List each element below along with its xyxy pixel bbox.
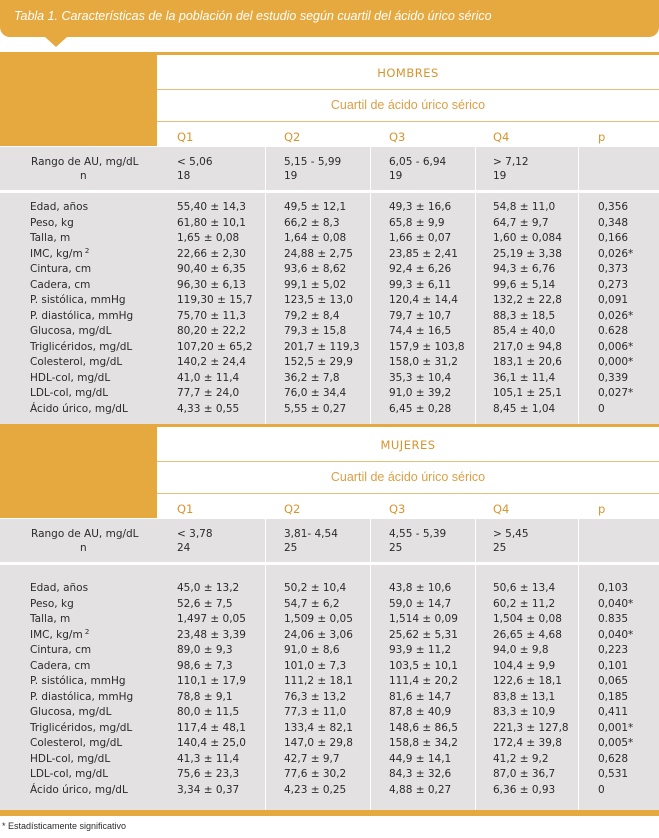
hombres-row-label	[30, 310, 133, 322]
hombres-header-p: p	[598, 130, 606, 144]
table-cell: 77,7 ± 24,0	[177, 387, 240, 399]
table-cell: 91,0 ± 8,6	[284, 644, 340, 656]
table-cell: 0,026*	[598, 309, 634, 322]
mujeres-data-divider	[578, 565, 579, 810]
mujeres-range-divider	[265, 519, 266, 562]
table-cell: 0,628	[598, 752, 629, 765]
table-cell: 4,88 ± 0,27	[389, 783, 452, 796]
mujeres-range-divider	[370, 519, 371, 562]
title-pointer	[45, 37, 67, 47]
table-cell: 42,7 ± 9,7	[284, 752, 340, 765]
hombres-n-q3: 19	[389, 170, 403, 182]
variable-label: Ácido úrico, mg/dL	[30, 783, 128, 796]
table-cell: 0,531	[598, 768, 629, 780]
hombres-header-q4: Q4	[493, 130, 510, 144]
table-cell: 104,4 ± 9,9	[493, 659, 556, 672]
table-cell: 1,514 ± 0,09	[389, 613, 458, 625]
mujeres-header-p: p	[598, 502, 606, 516]
variable-label: Talla, m	[30, 232, 71, 244]
superscript: 2	[82, 246, 90, 255]
hombres-data-divider	[578, 193, 579, 425]
table-cell: 8,45 ± 1,04	[493, 402, 556, 415]
table-cell: 4,33 ± 0,55	[177, 402, 240, 415]
table-cell: 119,30 ± 15,7	[177, 294, 253, 306]
table-cell: 101,0 ± 7,3	[284, 659, 347, 672]
hombres-row-label	[30, 325, 111, 337]
table-cell: 80,0 ± 11,5	[177, 706, 240, 718]
variable-label: Colesterol, mg/dL	[30, 356, 123, 368]
mujeres-row-label	[30, 768, 108, 780]
table-cell: 1,66 ± 0,07	[389, 232, 452, 244]
mujeres-n-q3: 25	[389, 542, 403, 554]
variable-label: Cintura, cm	[30, 644, 92, 656]
table-cell: 64,7 ± 9,7	[493, 216, 549, 229]
title-bar	[0, 0, 659, 37]
hombres-title-sep	[157, 89, 659, 90]
table-cell: 0,103	[598, 582, 629, 594]
table-cell: 26,65 ± 4,68	[493, 628, 562, 641]
table-cell: 59,0 ± 14,7	[389, 597, 452, 610]
variable-label: Edad, años	[30, 201, 89, 213]
table-cell: 147,0 ± 29,8	[284, 737, 353, 749]
variable-label: HDL-col, mg/dL	[30, 371, 111, 384]
mujeres-n-q1: 24	[177, 542, 191, 554]
mujeres-header-block	[0, 424, 157, 518]
table-cell: 157,9 ± 103,8	[389, 340, 465, 353]
table-cell: 66,2 ± 8,3	[284, 216, 340, 229]
hombres-row-label	[30, 294, 126, 306]
mujeres-n-q4: 25	[493, 542, 507, 554]
table-cell: 93,9 ± 11,2	[389, 644, 452, 656]
table-cell: 24,06 ± 3,06	[284, 628, 353, 641]
mujeres-header-q2: Q2	[284, 502, 301, 516]
table-cell: 54,7 ± 6,2	[284, 597, 340, 610]
table-cell: 23,85 ± 2,41	[389, 247, 458, 260]
table-cell: 5,55 ± 0,27	[284, 402, 347, 415]
variable-label: Cadera, cm	[30, 278, 91, 291]
table-cell: 22,66 ± 2,30	[177, 247, 246, 260]
table-cell: 99,6 ± 5,14	[493, 278, 556, 291]
hombres-row-label	[30, 387, 108, 399]
table-cell: 89,0 ± 9,3	[177, 644, 233, 656]
table-cell: 0,040*	[598, 628, 634, 641]
table-cell: 36,1 ± 11,4	[493, 371, 556, 384]
table-cell: 79,7 ± 10,7	[389, 309, 452, 322]
table-cell: 1,504 ± 0,08	[493, 613, 562, 625]
table-cell: 0,348	[598, 216, 629, 229]
mujeres-row-label	[30, 784, 128, 796]
table-cell: 1,65 ± 0,08	[177, 232, 240, 244]
table-cell: 107,20 ± 65,2	[177, 340, 253, 353]
mujeres-cuartil-sep	[157, 493, 659, 494]
table-cell: 55,40 ± 14,3	[177, 201, 246, 213]
table-cell: 75,70 ± 11,3	[177, 309, 246, 322]
variable-label: P. sistólica, mmHg	[30, 294, 126, 306]
table-cell: 25,62 ± 5,31	[389, 628, 458, 641]
mujeres-data-divider	[265, 565, 266, 810]
hombres-header-block	[0, 52, 157, 146]
table-cell: 132,2 ± 22,8	[493, 294, 562, 306]
variable-label: Talla, m	[30, 613, 71, 625]
table-cell: 0,005*	[598, 737, 634, 749]
variable-label: HDL-col, mg/dL	[30, 752, 111, 765]
table-cell: 75,6 ± 23,3	[177, 768, 240, 780]
table-cell: 0,065	[598, 675, 629, 687]
table-cell: 99,3 ± 6,11	[389, 278, 452, 291]
table-cell: 25,19 ± 3,38	[493, 247, 562, 260]
mujeres-header-q3: Q3	[389, 502, 406, 516]
hombres-row-label	[30, 341, 132, 353]
hombres-top-line	[157, 52, 659, 55]
table-cell: 84,3 ± 32,6	[389, 768, 452, 780]
table-cell: 140,2 ± 24,4	[177, 356, 246, 368]
variable-label: P. diastólica, mmHg	[30, 309, 134, 322]
mujeres-row-label	[30, 675, 126, 687]
table-cell: 0,000*	[598, 356, 634, 368]
table-cell: 158,8 ± 34,2	[389, 737, 458, 749]
hombres-row-label	[30, 232, 70, 244]
table-cell: 94,3 ± 6,76	[493, 263, 556, 275]
mujeres-header-q4: Q4	[493, 502, 510, 516]
table-cell: 0,356	[598, 201, 629, 213]
table-cell: 110,1 ± 17,9	[177, 675, 246, 687]
table-cell: 0,411	[598, 706, 629, 718]
variable-label: Triglicéridos, mg/dL	[30, 721, 133, 734]
mujeres-range-q3: 4,55 - 5,39	[389, 528, 447, 540]
table-cell: 1,60 ± 0,084	[493, 232, 562, 244]
table-cell: 0,091	[598, 294, 629, 306]
table-cell: 1,509 ± 0,05	[284, 613, 353, 625]
table-cell: 172,4 ± 39,8	[493, 737, 562, 749]
hombres-range-label: Rango de AU, mg/dL	[31, 156, 139, 168]
hombres-data-divider	[370, 193, 371, 425]
hombres-row-label	[30, 217, 74, 229]
mujeres-row-label	[30, 660, 90, 672]
table-cell: 81,6 ± 14,7	[389, 690, 452, 703]
table-cell: 76,3 ± 13,2	[284, 690, 347, 703]
table-cell: 49,5 ± 12,1	[284, 201, 347, 213]
table-cell: 83,8 ± 13,1	[493, 690, 556, 703]
mujeres-row-label	[30, 706, 111, 718]
mujeres-row-label	[30, 613, 70, 625]
table-cell: 85,4 ± 40,0	[493, 325, 556, 337]
mujeres-range-divider	[578, 519, 579, 562]
table-cell: 103,5 ± 10,1	[389, 659, 458, 672]
table-cell: 111,2 ± 18,1	[284, 675, 353, 687]
table-cell: 3,34 ± 0,37	[177, 783, 240, 796]
table-cell: 0,101	[598, 659, 629, 672]
table-cell: 1,497 ± 0,05	[177, 613, 246, 625]
hombres-range-divider	[578, 147, 579, 190]
table-cell: 45,0 ± 13,2	[177, 582, 240, 594]
table-cell: 80,20 ± 22,2	[177, 325, 246, 337]
mujeres-range-divider	[475, 519, 476, 562]
table-cell: 87,0 ± 36,7	[493, 768, 556, 780]
table-cell: 0,185	[598, 690, 629, 703]
variable-label: Edad, años	[30, 582, 89, 594]
table-cell: 0,006*	[598, 340, 634, 353]
table-cell: 122,6 ± 18,1	[493, 675, 562, 687]
mujeres-range-q1: < 3,78	[177, 528, 213, 540]
hombres-range-divider	[265, 147, 266, 190]
table-cell: 183,1 ± 20,6	[493, 356, 562, 368]
hombres-header-q3: Q3	[389, 130, 406, 144]
table-cell: 221,3 ± 127,8	[493, 721, 569, 734]
table-cell: 87,8 ± 40,9	[389, 706, 452, 718]
table-cell: 41,2 ± 9,2	[493, 752, 549, 765]
hombres-range-q2: 5,15 - 5,99	[284, 156, 342, 168]
table-cell: 35,3 ± 10,4	[389, 371, 452, 384]
mujeres-range-q2: 3,81- 4,54	[284, 528, 338, 540]
footnote: * Estadísticamente significativo	[2, 821, 127, 831]
mujeres-data-divider	[475, 565, 476, 810]
variable-label: Peso, kg	[30, 597, 74, 610]
table-cell: 50,6 ± 13,4	[493, 582, 556, 594]
variable-label: P. diastólica, mmHg	[30, 690, 134, 703]
table-cell: 77,6 ± 30,2	[284, 768, 347, 780]
table-cell: 49,3 ± 16,6	[389, 201, 452, 213]
hombres-range-band	[0, 147, 659, 190]
variable-label: IMC, kg/m	[30, 247, 83, 260]
hombres-row-label	[30, 356, 122, 368]
table-cell: 50,2 ± 10,4	[284, 582, 347, 594]
table-cell: 1,64 ± 0,08	[284, 232, 347, 244]
mujeres-row-label	[30, 691, 133, 703]
variable-label: Ácido úrico, mg/dL	[30, 402, 128, 415]
table-cell: 91,0 ± 39,2	[389, 387, 452, 399]
variable-label: LDL-col, mg/dL	[30, 768, 109, 780]
table-cell: 24,88 ± 2,75	[284, 247, 353, 260]
hombres-range-q1: < 5,06	[177, 156, 213, 168]
variable-label: P. sistólica, mmHg	[30, 675, 126, 687]
table-cell: 78,8 ± 9,1	[177, 690, 233, 703]
table-cell: 0,373	[598, 263, 629, 275]
table-cell: 0,166	[598, 232, 629, 244]
mujeres-row-label	[30, 582, 88, 594]
mujeres-range-band	[0, 519, 659, 562]
hombres-range-divider	[475, 147, 476, 190]
hombres-n-q4: 19	[493, 170, 507, 182]
table-cell: 60,2 ± 11,2	[493, 597, 556, 610]
hombres-data-divider	[265, 193, 266, 425]
table-cell: 148,6 ± 86,5	[389, 721, 458, 734]
table-cell: 4,23 ± 0,25	[284, 783, 347, 796]
hombres-range-q3: 6,05 - 6,94	[389, 156, 447, 168]
variable-label: Glucosa, mg/dL	[30, 325, 112, 337]
table-cell: 0.835	[598, 613, 629, 625]
table-cell: 41,0 ± 11,4	[177, 371, 240, 384]
table-cell: 74,4 ± 16,5	[389, 325, 452, 337]
table-cell: 217,0 ± 94,8	[493, 340, 562, 353]
table-cell: 111,4 ± 20,2	[389, 675, 458, 687]
table-cell: 117,4 ± 48,1	[177, 721, 246, 734]
table-cell: 0,223	[598, 644, 629, 656]
table-cell: 133,4 ± 82,1	[284, 721, 353, 734]
table-cell: 6,36 ± 0,93	[493, 783, 556, 796]
table-cell: 0,273	[598, 278, 629, 291]
hombres-row-label	[30, 248, 89, 260]
table-cell: 123,5 ± 13,0	[284, 294, 353, 306]
hombres-header-q1: Q1	[177, 130, 194, 144]
table-cell: 23,48 ± 3,39	[177, 628, 246, 641]
mujeres-row-label	[30, 644, 91, 656]
table-cell: 93,6 ± 8,62	[284, 263, 347, 275]
table-cell: 88,3 ± 18,5	[493, 309, 556, 322]
hombres-n-label: n	[80, 170, 87, 182]
mujeres-row-label	[30, 753, 110, 765]
table-cell: 96,30 ± 6,13	[177, 278, 246, 291]
variable-label: IMC, kg/m	[30, 628, 83, 641]
hombres-row-label	[30, 263, 91, 275]
hombres-row-label	[30, 201, 88, 213]
mujeres-n-label: n	[80, 542, 87, 554]
hombres-n-q1: 18	[177, 170, 191, 182]
table-cell: 77,3 ± 11,0	[284, 706, 347, 718]
mujeres-header-q1: Q1	[177, 502, 194, 516]
mujeres-title-sep	[157, 461, 659, 462]
mujeres-range-q4: > 5,45	[493, 528, 529, 540]
table-cell: 43,8 ± 10,6	[389, 582, 452, 594]
table-cell: 152,5 ± 29,9	[284, 356, 353, 368]
table-cell: 92,4 ± 6,26	[389, 263, 452, 275]
hombres-data-divider	[475, 193, 476, 425]
hombres-cuartil-sep	[157, 121, 659, 122]
table-cell: 0,027*	[598, 387, 634, 399]
table-cell: 0	[598, 783, 605, 796]
table-cell: 36,2 ± 7,8	[284, 371, 340, 384]
table-cell: 6,45 ± 0,28	[389, 402, 452, 415]
table-cell: 201,7 ± 119,3	[284, 340, 360, 353]
table-cell: 54,8 ± 11,0	[493, 201, 556, 213]
table-cell: 76,0 ± 34,4	[284, 387, 347, 399]
table-bottom-bar	[0, 810, 659, 816]
mujeres-row-label	[30, 737, 122, 749]
superscript: 2	[82, 627, 90, 636]
hombres-cuartil-label: Cuartil de ácido úrico sérico	[330, 98, 486, 112]
variable-label: Triglicéridos, mg/dL	[30, 340, 133, 353]
table-cell: 94,0 ± 9,8	[493, 644, 549, 656]
hombres-row-label	[30, 403, 128, 415]
mujeres-range-label: Rango de AU, mg/dL	[31, 528, 139, 540]
table-cell: 0,040*	[598, 597, 634, 610]
table-cell: 79,3 ± 15,8	[284, 325, 347, 337]
table-cell: 0	[598, 402, 605, 415]
mujeres-data-divider	[370, 565, 371, 810]
mujeres-top-line	[157, 424, 659, 427]
variable-label: Glucosa, mg/dL	[30, 706, 112, 718]
table-cell: 99,1 ± 5,02	[284, 278, 347, 291]
table-cell: 98,6 ± 7,3	[177, 659, 233, 672]
table-cell: 0,001*	[598, 721, 634, 734]
hombres-row-label	[30, 279, 90, 291]
hombres-header-q2: Q2	[284, 130, 301, 144]
table-cell: 52,6 ± 7,5	[177, 597, 233, 610]
table-cell: 120,4 ± 14,4	[389, 294, 458, 306]
table-cell: 0,339	[598, 371, 629, 384]
mujeres-row-label	[30, 629, 89, 641]
variable-label: Colesterol, mg/dL	[30, 737, 123, 749]
mujeres-cuartil-label: Cuartil de ácido úrico sérico	[330, 470, 486, 484]
mujeres-row-label	[30, 722, 132, 734]
hombres-range-divider	[370, 147, 371, 190]
table-cell: 61,80 ± 10,1	[177, 216, 246, 229]
table-cell: 79,2 ± 8,4	[284, 309, 340, 322]
variable-label: Peso, kg	[30, 216, 74, 229]
hombres-title: HOMBRES	[377, 66, 439, 80]
hombres-row-label	[30, 372, 110, 384]
variable-label: LDL-col, mg/dL	[30, 387, 109, 399]
table-cell: 158,0 ± 31,2	[389, 356, 458, 368]
table-title: Tabla 1. Características de la población del estudio según cuartil del ácido úrico sérico	[14, 9, 492, 23]
hombres-range-q4: > 7,12	[493, 156, 529, 168]
table-cell: 65,8 ± 9,9	[389, 216, 445, 229]
mujeres-row-label	[30, 598, 74, 610]
variable-label: Cadera, cm	[30, 659, 91, 672]
table-cell: 105,1 ± 25,1	[493, 387, 562, 399]
variable-label: Cintura, cm	[30, 263, 92, 275]
table-cell: 140,4 ± 25,0	[177, 737, 246, 749]
table-cell: 41,3 ± 11,4	[177, 752, 240, 765]
table-cell: 90,40 ± 6,35	[177, 263, 246, 275]
mujeres-n-q2: 25	[284, 542, 298, 554]
table-cell: 83,3 ± 10,9	[493, 706, 556, 718]
hombres-n-q2: 19	[284, 170, 298, 182]
table-cell: 44,9 ± 14,1	[389, 752, 452, 765]
table-cell: 0,026*	[598, 247, 634, 260]
table-cell: 0.628	[598, 325, 629, 337]
mujeres-title: MUJERES	[380, 438, 436, 452]
